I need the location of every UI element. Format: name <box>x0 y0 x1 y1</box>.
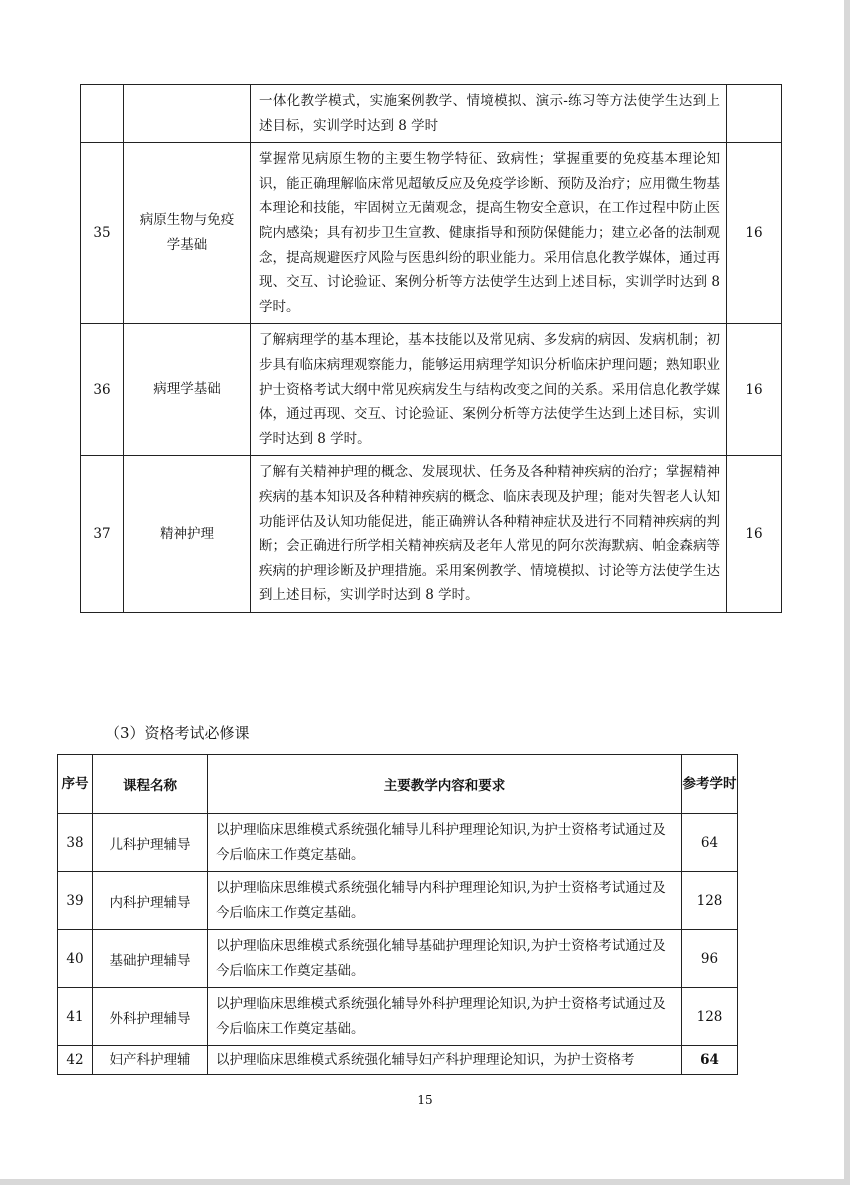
header-hours: 参考学时 <box>682 755 738 814</box>
table-row <box>58 872 738 930</box>
course-hours: 16 <box>727 456 782 613</box>
course-number: 39 <box>58 872 93 930</box>
table-row <box>81 456 782 613</box>
course-hours: 16 <box>727 143 782 324</box>
table-row <box>81 143 782 324</box>
course-hours: 128 <box>682 988 738 1046</box>
course-number: 41 <box>58 988 93 1046</box>
course-description: 以护理临床思维模式系统强化辅导内科护理理论知识,为护士资格考试通过及今后临床工作奠定基础。 <box>208 872 682 930</box>
course-number: 36 <box>81 324 124 456</box>
header-number: 序号 <box>58 755 93 814</box>
course-description: 以护理临床思维模式系统强化辅导外科护理理论知识,为护士资格考试通过及今后临床工作奠定基础。 <box>208 988 682 1046</box>
course-hours: 64 <box>682 1046 738 1075</box>
course-name: 外科护理辅导 <box>93 988 208 1046</box>
course-hours: 128 <box>682 872 738 930</box>
course-name: 内科护理辅导 <box>93 872 208 930</box>
table-row <box>58 930 738 988</box>
course-description: 了解有关精神护理的概念、发展现状、任务及各种精神疾病的治疗；掌握精神疾病的基本知识及各种精神疾病的概念、临床表现及护理；能对失智老人认知功能评估及认知功能促进，能正确辨认各种精神症状及进行不同精神疾病的判断；会正确进行所学相关精神疾病及老年人常见的阿尔茨海默病、帕金森病等疾病的护理诊断及护理措施。采用案例教学、情境模拟、讨论等方法使学生达到上述目标，实训学时达到 8 学时。 <box>251 456 727 613</box>
course-number: 40 <box>58 930 93 988</box>
page-edge-bottom <box>0 1179 850 1185</box>
course-description: 了解病理学的基本理论，基本技能以及常见病、多发病的病因、发病机制；初步具有临床病理观察能力，能够运用病理学知识分析临床护理问题；熟知职业护士资格考试大纲中常见疾病发生与结构改变之间的关系。采用信息化教学媒体，通过再现、交互、讨论验证、案例分析等方法使学生达到上述目标，实训学时达到 8 学时。 <box>251 324 727 456</box>
course-hours: 64 <box>682 814 738 872</box>
table-row <box>58 1046 738 1075</box>
page-edge-right <box>844 0 850 1185</box>
course-hours: 96 <box>682 930 738 988</box>
course-number: 42 <box>58 1046 93 1075</box>
course-hours: 16 <box>727 324 782 456</box>
course-name <box>124 85 251 143</box>
header-description: 主要教学内容和要求 <box>208 755 682 814</box>
table-header-row <box>58 755 738 814</box>
section-title: （3）资格考试必修课 <box>105 724 250 742</box>
course-name: 妇产科护理辅 <box>93 1046 208 1075</box>
course-description: 一体化教学模式，实施案例教学、情境模拟、演示-练习等方法使学生达到上述目标，实训学时达到 8 学时 <box>251 85 727 143</box>
table-row <box>58 988 738 1046</box>
course-name: 儿科护理辅导 <box>93 814 208 872</box>
page-number: 15 <box>417 1093 433 1107</box>
course-description: 掌握常见病原生物的主要生物学特征、致病性；掌握重要的免疫基本理论知识，能正确理解临床常见超敏反应及免疫学诊断、预防及治疗；应用微生物基本理论和技能，牢固树立无菌观念，提高生物安全意识，在工作过程中防止医院内感染；具有初步卫生宣教、健康指导和预防保健能力；建立必备的法制观念，提高规避医疗风险与医患纠纷的职业能力。采用信息化教学媒体，通过再现、交互、讨论验证、案例分析等方法使学生达到上述目标，实训学时达到 8 学时。 <box>251 143 727 324</box>
course-number <box>81 85 124 143</box>
course-description: 以护理临床思维模式系统强化辅导基础护理理论知识,为护士资格考试通过及今后临床工作奠定基础。 <box>208 930 682 988</box>
course-number: 38 <box>58 814 93 872</box>
course-name: 病原生物与免疫学基础 <box>124 143 251 324</box>
exam-course-table <box>57 754 738 1075</box>
course-name: 精神护理 <box>124 456 251 613</box>
table-row <box>58 814 738 872</box>
course-table-continued <box>80 84 782 613</box>
header-course-name: 课程名称 <box>93 755 208 814</box>
table-row <box>81 85 782 143</box>
course-number: 35 <box>81 143 124 324</box>
course-number: 37 <box>81 456 124 613</box>
course-name: 基础护理辅导 <box>93 930 208 988</box>
course-name: 病理学基础 <box>124 324 251 456</box>
course-hours <box>727 85 782 143</box>
course-description: 以护理临床思维模式系统强化辅导儿科护理理论知识,为护士资格考试通过及今后临床工作奠定基础。 <box>208 814 682 872</box>
table-row <box>81 324 782 456</box>
course-description: 以护理临床思维模式系统强化辅导妇产科护理理论知识，为护士资格考 <box>208 1046 682 1075</box>
